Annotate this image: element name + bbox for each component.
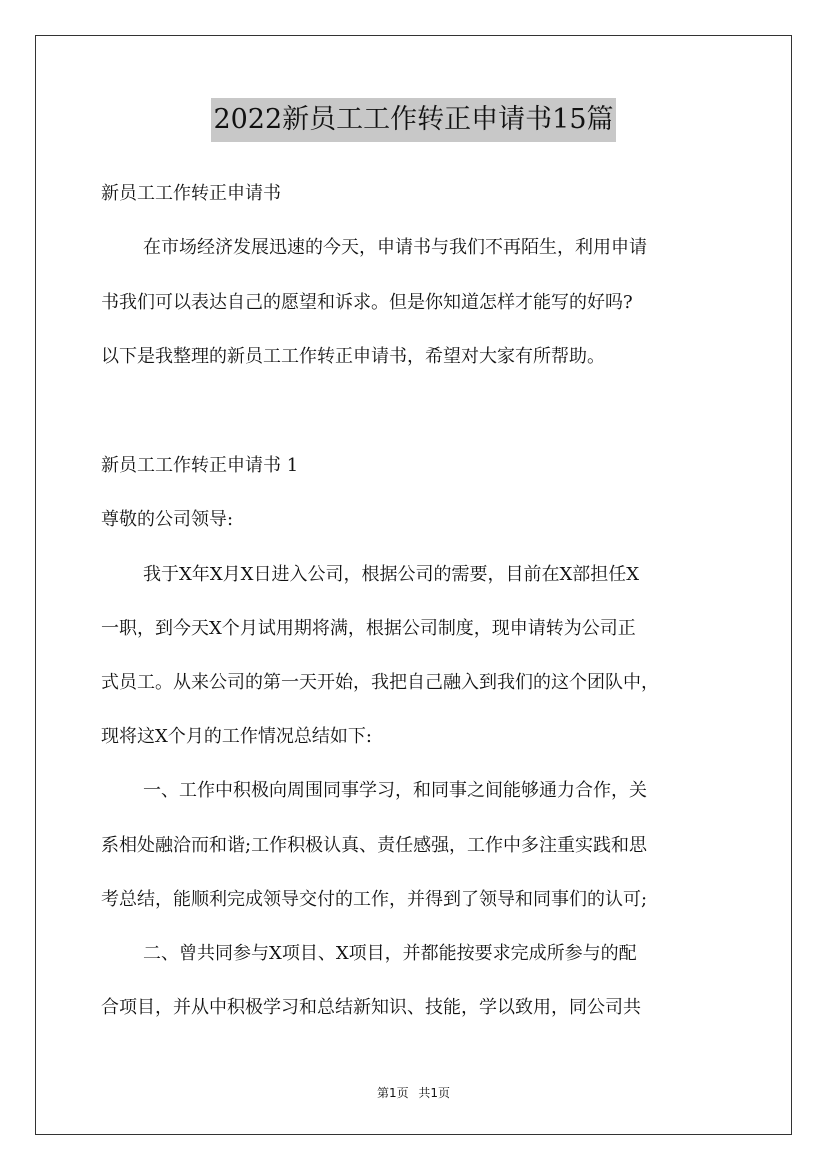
intro-line-2: 书我们可以表达自己的愿望和诉求。但是你知道怎样才能写的好吗? (101, 292, 633, 313)
title-container (0, 98, 827, 142)
body-line-5: 一、工作中积极向周围同事学习，和同事之间能够通力合作，关 (143, 780, 647, 801)
intro-line-3: 以下是我整理的新员工工作转正申请书，希望对大家有所帮助。 (101, 346, 605, 367)
page-total: 共1页 (418, 1086, 451, 1100)
body-line-4: 现将这X个月的工作情况总结如下: (101, 726, 372, 747)
page-footer (0, 1084, 827, 1101)
page-number: 第1页 (376, 1086, 409, 1100)
body-line-9: 合项目，并从中积极学习和总结新知识、技能，学以致用，同公司共 (101, 997, 641, 1018)
subheading: 新员工工作转正申请书 (101, 183, 281, 204)
document-title: 2022新员工工作转正申请书15篇 (211, 98, 615, 142)
salutation: 尊敬的公司领导: (101, 509, 234, 530)
body-line-6: 系相处融洽而和谐;工作积极认真、责任感强，工作中多注重实践和思 (101, 835, 648, 856)
section-title: 新员工工作转正申请书 1 (101, 455, 299, 476)
intro-line-1: 在市场经济发展迅速的今天，申请书与我们不再陌生，利用申请 (143, 237, 647, 258)
body-line-2: 一职，到今天X个月试用期将满，根据公司制度，现申请转为公司正 (101, 618, 636, 639)
body-line-7: 考总结，能顺利完成领导交付的工作，并得到了领导和同事们的认可; (101, 889, 648, 910)
body-line-3: 式员工。从来公司的第一天开始，我把自己融入到我们的这个团队中， (101, 672, 659, 693)
body-line-8: 二、曾共同参与X项目、X项目，并都能按要求完成所参与的配 (143, 943, 637, 964)
body-line-1: 我于X年X月X日进入公司，根据公司的需要，目前在X部担任X (143, 564, 640, 585)
